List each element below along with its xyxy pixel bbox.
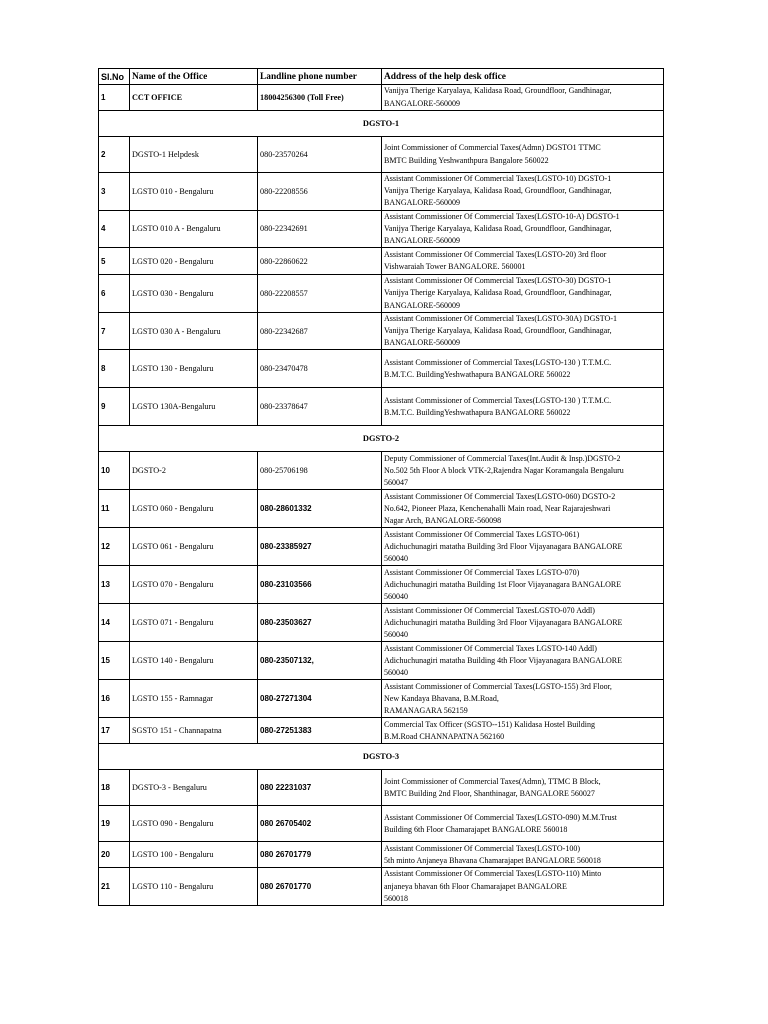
sl-no-cell: 5 bbox=[99, 248, 130, 275]
sl-no-cell: 12 bbox=[99, 528, 130, 566]
sl-no-cell: 8 bbox=[99, 350, 130, 388]
table-row bbox=[99, 680, 664, 718]
section-title: DGSTO-1 bbox=[99, 111, 664, 137]
office-name-cell: LGSTO 070 - Bengaluru bbox=[130, 566, 258, 604]
section-title: DGSTO-2 bbox=[99, 426, 664, 452]
table-body bbox=[99, 85, 664, 906]
table-row bbox=[99, 210, 664, 248]
phone-cell: 080-28601332 bbox=[258, 490, 382, 528]
header-address: Address of the help desk office bbox=[382, 69, 664, 85]
address-cell: Assistant Commissioner of Commercial Taxes(LGSTO-130 ) T.T.M.C. B.M.T.C. BuildingYeshwathapura BANGALORE 560022 bbox=[382, 388, 664, 426]
office-name-cell: LGSTO 030 - Bengaluru bbox=[130, 275, 258, 313]
office-name-cell: LGSTO 061 - Bengaluru bbox=[130, 528, 258, 566]
address-cell: Assistant Commissioner Of Commercial Taxes(LGSTO-060) DGSTO-2 No.642, Pioneer Plaza, Kenchenahalli Main road, Near Rajarajeshwari Nagar Arch, BANGALORE-560098 bbox=[382, 490, 664, 528]
header-row bbox=[99, 69, 664, 85]
header-phone: Landline phone number bbox=[258, 69, 382, 85]
sl-no-cell: 2 bbox=[99, 137, 130, 173]
phone-cell: 18004256300 (Toll Free) bbox=[258, 85, 382, 111]
phone-cell: 080-27251383 bbox=[258, 718, 382, 744]
table-row bbox=[99, 718, 664, 744]
address-cell: Assistant Commissioner Of Commercial Taxes LGSTO-140 Addl) Adichuchunagiri matatha Building 4th Floor Vijayanagara BANGALORE 560040 bbox=[382, 642, 664, 680]
phone-cell: 080-22342691 bbox=[258, 210, 382, 248]
sl-no-cell: 18 bbox=[99, 770, 130, 806]
phone-cell: 080 26701779 bbox=[258, 842, 382, 868]
phone-cell: 080-22208557 bbox=[258, 275, 382, 313]
table-row bbox=[99, 642, 664, 680]
office-name-cell: LGSTO 010 - Bengaluru bbox=[130, 173, 258, 211]
office-name-cell: LGSTO 130 - Bengaluru bbox=[130, 350, 258, 388]
section-title: DGSTO-3 bbox=[99, 744, 664, 770]
address-cell: Assistant Commissioner of Commercial Taxes(LGSTO-155) 3rd Floor, New Kandaya Bhavana, B.M.Road, RAMANAGARA 562159 bbox=[382, 680, 664, 718]
phone-cell: 080 22231037 bbox=[258, 770, 382, 806]
sl-no-cell: 4 bbox=[99, 210, 130, 248]
sl-no-cell: 16 bbox=[99, 680, 130, 718]
phone-cell: 080 26701770 bbox=[258, 868, 382, 906]
sl-no-cell: 20 bbox=[99, 842, 130, 868]
office-name-cell: LGSTO 100 - Bengaluru bbox=[130, 842, 258, 868]
sl-no-cell: 7 bbox=[99, 312, 130, 350]
phone-cell: 080-23507132, bbox=[258, 642, 382, 680]
sl-no-cell: 14 bbox=[99, 604, 130, 642]
sl-no-cell: 3 bbox=[99, 173, 130, 211]
office-name-cell: LGSTO 020 - Bengaluru bbox=[130, 248, 258, 275]
table-row bbox=[99, 490, 664, 528]
phone-cell: 080-23470478 bbox=[258, 350, 382, 388]
sl-no-cell: 6 bbox=[99, 275, 130, 313]
address-cell: Assistant Commissioner Of Commercial Taxes(LGSTO-30A) DGSTO-1 Vanijya Therige Karyalaya, Kalidasa Road, Groundfloor, Gandhinagar, BANGALORE-560009 bbox=[382, 312, 664, 350]
office-name-cell: LGSTO 155 - Ramnagar bbox=[130, 680, 258, 718]
section-row bbox=[99, 744, 664, 770]
header-sl-no: Sl.No bbox=[99, 69, 130, 85]
table-row bbox=[99, 868, 664, 906]
address-cell: Deputy Commissioner of Commercial Taxes(Int.Audit & Insp.)DGSTO-2 No.502 5th Floor A block VTK-2,Rajendra Nagar Koramangala Bengaluru 560047 bbox=[382, 452, 664, 490]
address-cell: Assistant Commissioner Of Commercial TaxesLGSTO-070 Addl) Adichuchunagiri matatha Building 3rd Floor Vijayanagara BANGALORE 560040 bbox=[382, 604, 664, 642]
address-cell: Assistant Commissioner Of Commercial Taxes(LGSTO-10) DGSTO-1 Vanijya Therige Karyalaya, Kalidasa Road, Groundfloor, Gandhinagar, BANGALORE-560009 bbox=[382, 173, 664, 211]
sl-no-cell: 9 bbox=[99, 388, 130, 426]
office-name-cell: DGSTO-3 - Bengaluru bbox=[130, 770, 258, 806]
section-row bbox=[99, 426, 664, 452]
office-name-cell: DGSTO-2 bbox=[130, 452, 258, 490]
sl-no-cell: 21 bbox=[99, 868, 130, 906]
address-cell: Assistant Commissioner Of Commercial Taxes LGSTO-061) Adichuchunagiri matatha Building 3rd Floor Vijayanagara BANGALORE 560040 bbox=[382, 528, 664, 566]
address-cell: Assistant Commissioner Of Commercial Taxes(LGSTO-100) 5th minto Anjaneya Bhavana Chamarajapet BANGALORE 560018 bbox=[382, 842, 664, 868]
phone-cell: 080-27271304 bbox=[258, 680, 382, 718]
office-name-cell: CCT OFFICE bbox=[130, 85, 258, 111]
office-name-cell: LGSTO 090 - Bengaluru bbox=[130, 806, 258, 842]
phone-cell: 080-22342687 bbox=[258, 312, 382, 350]
table-row bbox=[99, 842, 664, 868]
address-cell: Assistant Commissioner Of Commercial Taxes(LGSTO-090) M.M.Trust Building 6th Floor Chamarajapet BANGALORE 560018 bbox=[382, 806, 664, 842]
table-row bbox=[99, 350, 664, 388]
address-cell: Assistant Commissioner Of Commercial Taxes(LGSTO-10-A) DGSTO-1 Vanijya Therige Karyalaya, Kalidasa Road, Groundfloor, Gandhinagar, BANGALORE-560009 bbox=[382, 210, 664, 248]
address-cell: Assistant Commissioner of Commercial Taxes(LGSTO-130 ) T.T.M.C. B.M.T.C. BuildingYeshwathapura BANGALORE 560022 bbox=[382, 350, 664, 388]
address-cell: Commercial Tax Officer (SGSTO--151) Kalidasa Hostel Building B.M.Road CHANNAPATNA 562160 bbox=[382, 718, 664, 744]
table-row bbox=[99, 806, 664, 842]
phone-cell: 080-23385927 bbox=[258, 528, 382, 566]
section-row bbox=[99, 111, 664, 137]
sl-no-cell: 19 bbox=[99, 806, 130, 842]
table-row bbox=[99, 137, 664, 173]
helpdesk-table bbox=[98, 68, 664, 906]
table-row bbox=[99, 275, 664, 313]
sl-no-cell: 11 bbox=[99, 490, 130, 528]
header-office-name: Name of the Office bbox=[130, 69, 258, 85]
address-cell: Assistant Commissioner Of Commercial Taxes LGSTO-070) Adichuchunagiri matatha Building 1st Floor Vijayanagara BANGALORE 560040 bbox=[382, 566, 664, 604]
table-row bbox=[99, 770, 664, 806]
phone-cell: 080 26705402 bbox=[258, 806, 382, 842]
sl-no-cell: 1 bbox=[99, 85, 130, 111]
table-row bbox=[99, 173, 664, 211]
sl-no-cell: 17 bbox=[99, 718, 130, 744]
office-name-cell: SGSTO 151 - Channapatna bbox=[130, 718, 258, 744]
office-name-cell: LGSTO 060 - Bengaluru bbox=[130, 490, 258, 528]
phone-cell: 080-22208556 bbox=[258, 173, 382, 211]
office-name-cell: LGSTO 110 - Bengaluru bbox=[130, 868, 258, 906]
table-row bbox=[99, 452, 664, 490]
table-row bbox=[99, 388, 664, 426]
office-name-cell: DGSTO-1 Helpdesk bbox=[130, 137, 258, 173]
office-name-cell: LGSTO 010 A - Bengaluru bbox=[130, 210, 258, 248]
office-name-cell: LGSTO 071 - Bengaluru bbox=[130, 604, 258, 642]
sl-no-cell: 15 bbox=[99, 642, 130, 680]
office-name-cell: LGSTO 030 A - Bengaluru bbox=[130, 312, 258, 350]
table-row bbox=[99, 528, 664, 566]
table-row bbox=[99, 604, 664, 642]
address-cell: Assistant Commissioner Of Commercial Taxes(LGSTO-110) Minto anjaneya bhavan 6th Floor Chamarajapet BANGALORE 560018 bbox=[382, 868, 664, 906]
address-cell: Joint Commissioner of Commercial Taxes(Admn) DGSTO1 TTMC BMTC Building Yeshwanthpura Bangalore 560022 bbox=[382, 137, 664, 173]
sl-no-cell: 10 bbox=[99, 452, 130, 490]
address-cell: Joint Commissioner of Commercial Taxes(Admn), TTMC B Block, BMTC Building 2nd Floor, Shanthinagar, BANGALORE 560027 bbox=[382, 770, 664, 806]
table-row bbox=[99, 312, 664, 350]
address-cell: Vanijya Therige Karyalaya, Kalidasa Road, Groundfloor, Gandhinagar, BANGALORE-560009 bbox=[382, 85, 664, 111]
table-row bbox=[99, 85, 664, 111]
table-row bbox=[99, 566, 664, 604]
address-cell: Assistant Commissioner Of Commercial Taxes(LGSTO-30) DGSTO-1 Vanijya Therige Karyalaya, Kalidasa Road, Groundfloor, Gandhinagar, BANGALORE-560009 bbox=[382, 275, 664, 313]
address-cell: Assistant Commissioner Of Commercial Taxes(LGSTO-20) 3rd floor Vishwaraiah Tower BANGALORE. 560001 bbox=[382, 248, 664, 275]
office-name-cell: LGSTO 130A-Bengaluru bbox=[130, 388, 258, 426]
phone-cell: 080-22860622 bbox=[258, 248, 382, 275]
phone-cell: 080-23378647 bbox=[258, 388, 382, 426]
sl-no-cell: 13 bbox=[99, 566, 130, 604]
office-name-cell: LGSTO 140 - Bengaluru bbox=[130, 642, 258, 680]
phone-cell: 080-23570264 bbox=[258, 137, 382, 173]
phone-cell: 080-23503627 bbox=[258, 604, 382, 642]
phone-cell: 080-25706198 bbox=[258, 452, 382, 490]
phone-cell: 080-23103566 bbox=[258, 566, 382, 604]
table-row bbox=[99, 248, 664, 275]
